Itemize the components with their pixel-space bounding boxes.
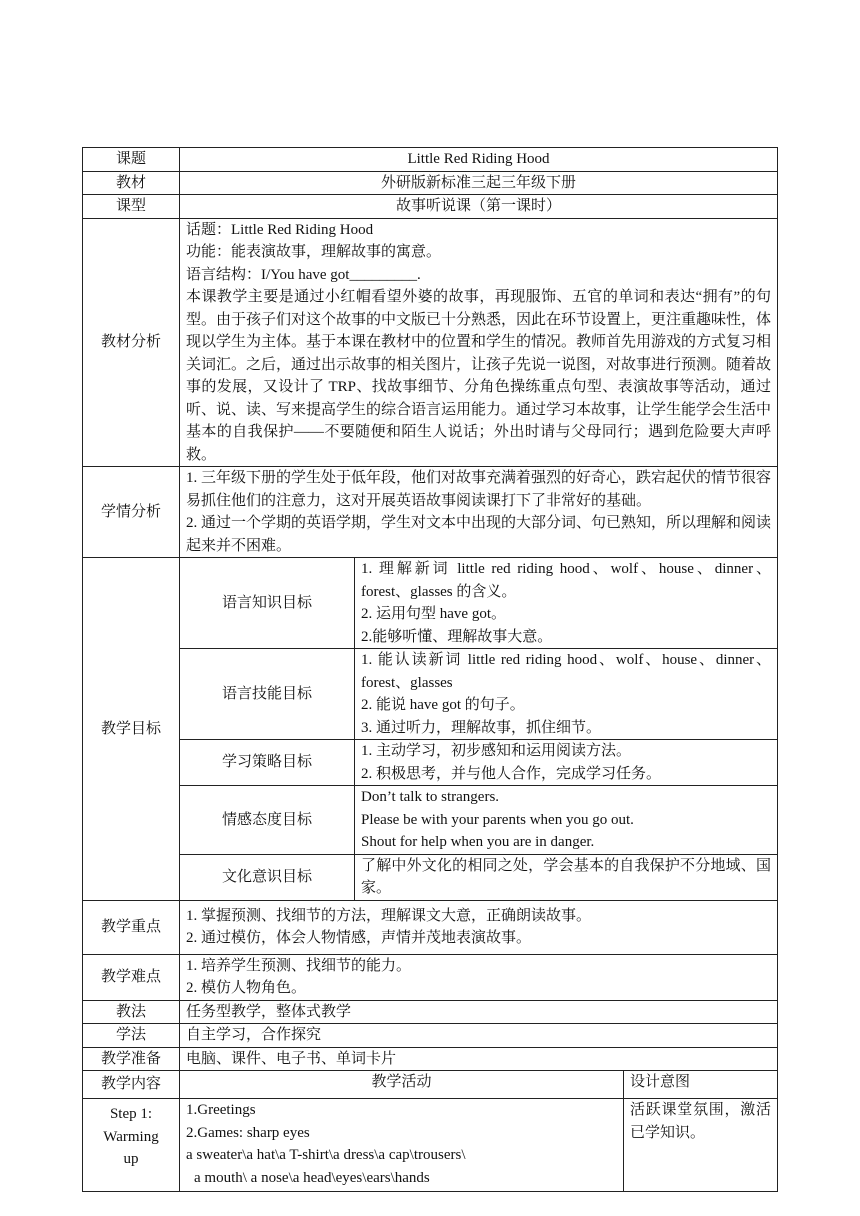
objective-line: 2.能够听懂、理解故事大意。 — [361, 628, 553, 645]
objective-knowledge-label: 语言知识目标 — [180, 558, 355, 649]
textbook-value: 外研版新标准三起三年级下册 — [180, 171, 778, 195]
step-intent: 活跃课堂氛围，激活已学知识。 — [624, 1099, 778, 1192]
topic-label: 课题 — [83, 148, 180, 172]
objective-line: 1. 能认读新词 little red riding hood、wolf、house、dinner、forest、glasses — [361, 652, 772, 691]
objective-strategy-label: 学习策略目标 — [180, 740, 355, 786]
material-analysis-line: 语言结构：I/You have got_________. — [186, 266, 421, 283]
objective-line: Shout for help when you are in danger. — [361, 834, 595, 850]
teaching-method-value: 任务型教学，整体式教学 — [180, 1000, 778, 1024]
objective-line: 2. 能说 have got 的句子。 — [361, 697, 525, 713]
preparation-value: 电脑、课件、电子书、单词卡片 — [180, 1047, 778, 1071]
student-analysis-row — [83, 467, 778, 558]
learning-method-label: 学法 — [83, 1024, 180, 1048]
activity-column-header: 教学活动 — [180, 1071, 624, 1099]
difficult-points-label: 教学难点 — [83, 954, 180, 1000]
lesson-type-value: 故事听说课（第一课时） — [180, 195, 778, 219]
objective-row-knowledge — [83, 558, 778, 649]
objective-line: Don’t talk to strangers. — [361, 789, 500, 805]
material-analysis-line: 功能：能表演故事，理解故事的寓意。 — [186, 244, 442, 260]
objective-knowledge-content — [355, 558, 778, 649]
content-column-header: 教学内容 — [83, 1071, 180, 1099]
difficult-points-content — [180, 954, 778, 1000]
objective-line: 了解中外文化的相同之处，学会基本的自我保护不分地域、国家。 — [361, 857, 772, 896]
lesson-type-row — [83, 195, 778, 219]
objective-row-strategy — [83, 740, 778, 786]
student-analysis-label: 学情分析 — [83, 467, 180, 558]
textbook-row — [83, 171, 778, 195]
objective-line: Please be with your parents when you go out. — [361, 811, 634, 828]
objective-culture-content — [355, 854, 778, 900]
objective-emotion-content — [355, 786, 778, 855]
objective-line: 1. 理解新词 little red riding hood、wolf、house、dinner、forest、glasses 的含义。 — [361, 561, 772, 600]
objective-line: 3. 通过听力，理解故事，抓住细节。 — [361, 719, 602, 736]
teaching-method-label: 教法 — [83, 1000, 180, 1024]
student-analysis-point: 2. 通过一个学期的英语学期，学生对文本中出现的大部分词、句已熟知，所以理解和阅读起来并不困难。 — [186, 515, 772, 554]
intent-column-header: 设计意图 — [624, 1071, 778, 1099]
objective-strategy-content — [355, 740, 778, 786]
textbook-label: 教材 — [83, 171, 180, 195]
step-label-line: up — [123, 1151, 139, 1167]
material-analysis-line: 话题：Little Red Riding Hood — [186, 221, 374, 238]
step-label-line: Warming — [103, 1128, 159, 1145]
objective-row-emotion — [83, 786, 778, 855]
student-analysis-point: 1. 三年级下册的学生处于低年段，他们对故事充满着强烈的好奇心，跌宕起伏的情节很容易抓住他们的注意力，这对开展英语故事阅读课打下了非常好的基础。 — [186, 470, 772, 509]
activity-line: a mouth\ a nose\a head\eyes\ears\hands — [194, 1169, 430, 1186]
objective-line: 2. 运用句型 have got。 — [361, 606, 506, 622]
activity-line: 1.Greetings — [186, 1102, 256, 1118]
step-activities — [180, 1099, 624, 1192]
key-point-line: 1. 掌握预测、找细节的方法，理解课文大意，正确朗读故事。 — [186, 907, 592, 924]
topic-row — [83, 148, 778, 172]
process-header-row — [83, 1071, 778, 1099]
objective-row-skills — [83, 649, 778, 740]
topic-value: Little Red Riding Hood — [180, 148, 778, 172]
activity-line: a sweater\a hat\a T-shirt\a dress\a cap\trousers\ — [186, 1147, 466, 1163]
material-analysis-row — [83, 218, 778, 467]
key-points-row — [83, 900, 778, 954]
key-point-line: 2. 通过模仿，体会人物情感，声情并茂地表演故事。 — [186, 930, 532, 946]
objective-line: 2. 积极思考，并与他人合作，完成学习任务。 — [361, 765, 662, 782]
material-analysis-paragraph: 本课教学主要是通过小红帽看望外婆的故事，再现服饰、五官的单词和表达“拥有”的句型。由于孩子们对这个故事的中文版已十分熟悉，因此在环节设置上，更注重趣味性，体现以学生为主体。基于本课在教材中的位置和学生的情况。教师首先用游戏的方式复习相关词汇。之后，通过出示故事的相关图片，让孩子先说一说图，对故事进行预测。随着故事的发展，又设计了 TRP、找故事细节、分角色操练重点句型、表演故事等活动，通过听、说、读、写来提高学生的综合语言运用能力。通过学习本故事，让学生能学会生活中基本的自我保护——不要随便和陌生人说话；外出时请与父母同行；遇到危险要大声呼救。 — [186, 289, 772, 463]
objective-line: 1. 主动学习，初步感知和运用阅读方法。 — [361, 743, 632, 759]
learning-method-value: 自主学习，合作探究 — [180, 1024, 778, 1048]
preparation-row — [83, 1047, 778, 1071]
key-points-content — [180, 900, 778, 954]
material-analysis-content — [180, 218, 778, 467]
step-label — [83, 1099, 180, 1192]
learning-method-row — [83, 1024, 778, 1048]
difficult-point-line: 1. 培养学生预测、找细节的能力。 — [186, 957, 412, 974]
objectives-label: 教学目标 — [83, 558, 180, 901]
lesson-type-label: 课型 — [83, 195, 180, 219]
objective-culture-label: 文化意识目标 — [180, 854, 355, 900]
difficult-points-row — [83, 954, 778, 1000]
step-label-line: Step 1: — [109, 1106, 153, 1122]
material-analysis-label: 教材分析 — [83, 218, 180, 467]
objective-skills-label: 语言技能目标 — [180, 649, 355, 740]
student-analysis-content — [180, 467, 778, 558]
objective-emotion-label: 情感态度目标 — [180, 786, 355, 855]
difficult-point-line: 2. 模仿人物角色。 — [186, 980, 307, 996]
activity-line: 2.Games: sharp eyes — [186, 1124, 310, 1141]
preparation-label: 教学准备 — [83, 1047, 180, 1071]
step-row — [83, 1099, 778, 1192]
lesson-plan-table — [82, 147, 778, 1192]
teaching-method-row — [83, 1000, 778, 1024]
key-points-label: 教学重点 — [83, 900, 180, 954]
objective-row-culture — [83, 854, 778, 900]
objective-skills-content — [355, 649, 778, 740]
